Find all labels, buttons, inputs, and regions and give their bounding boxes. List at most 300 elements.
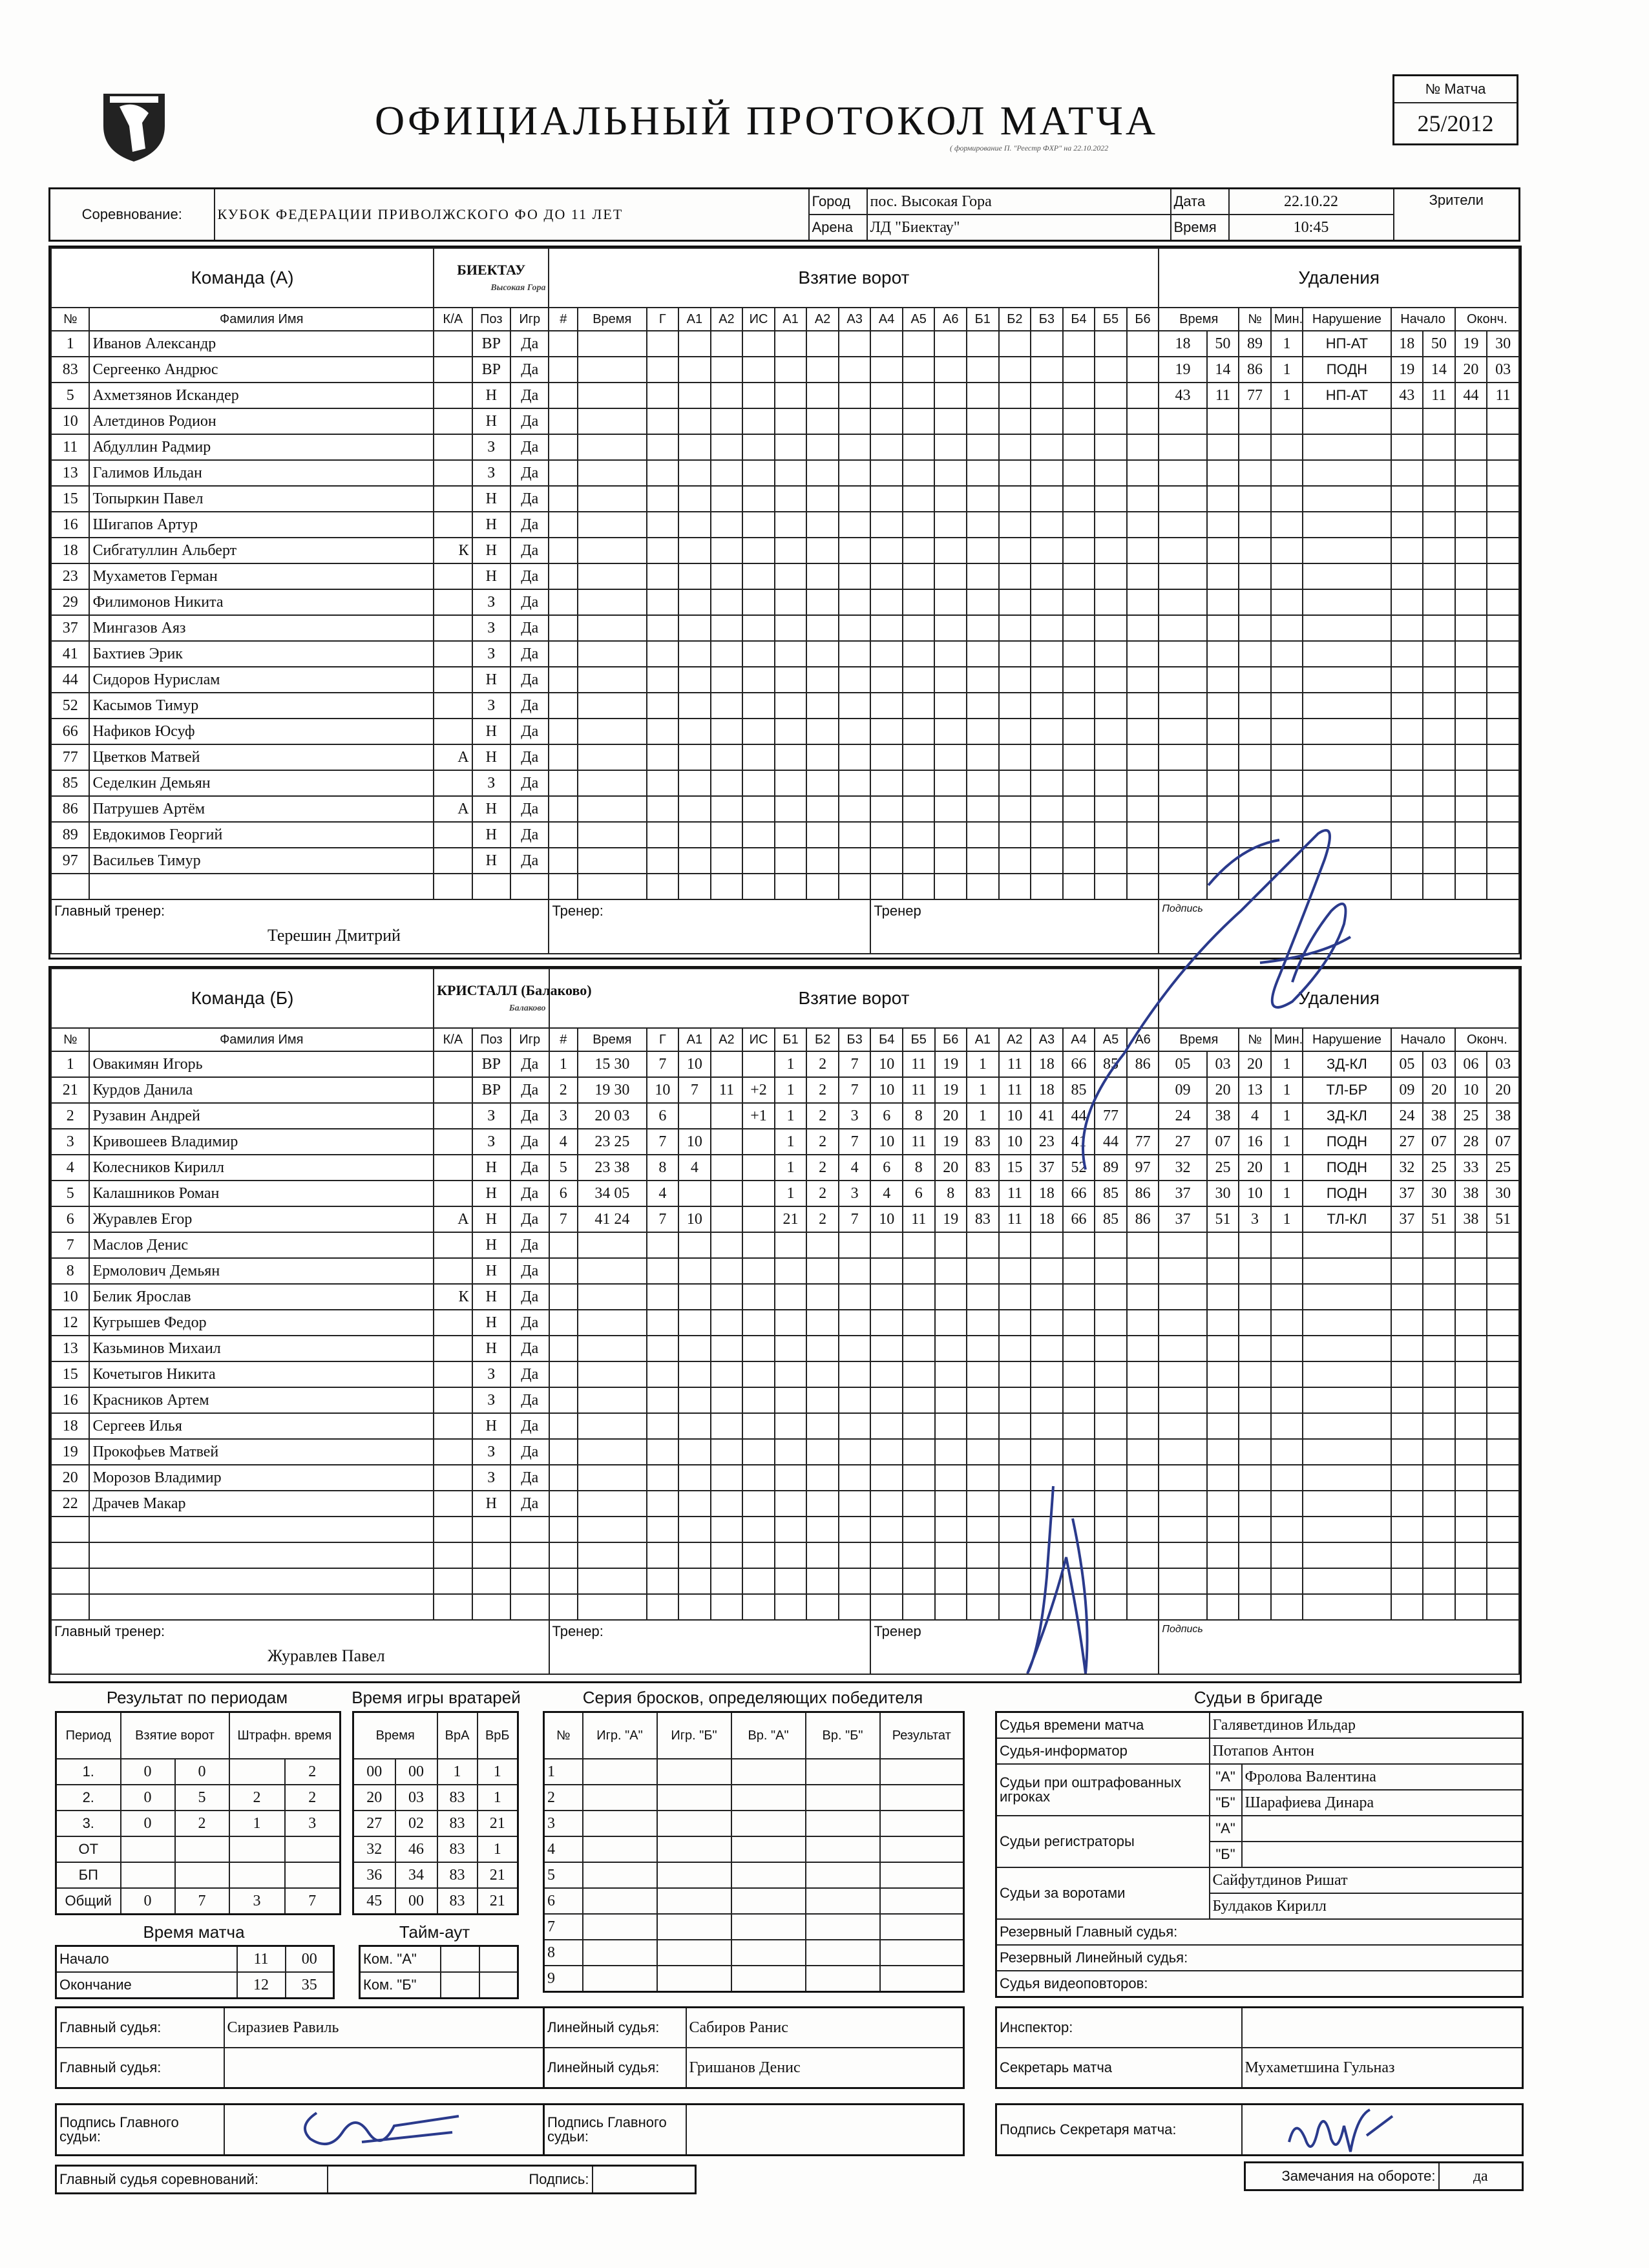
team-b-col-oni-7: А2 bbox=[999, 1028, 1031, 1051]
penalty-start-sec bbox=[1423, 1361, 1455, 1387]
on-ice-own: 3 bbox=[839, 1181, 871, 1206]
on-ice-own bbox=[870, 408, 903, 434]
on-ice-opp bbox=[1127, 331, 1159, 357]
on-ice-own bbox=[934, 434, 967, 460]
penalty-start-sec bbox=[1423, 486, 1455, 512]
on-ice-opp: 66 bbox=[1063, 1206, 1095, 1232]
on-ice-opp bbox=[1127, 1491, 1159, 1517]
penalty-time-sec: 25 bbox=[1207, 1155, 1239, 1181]
player-name: Васильев Тимур bbox=[89, 848, 434, 874]
team-b-col-oni-6: А1 bbox=[967, 1028, 999, 1051]
on-ice-own bbox=[839, 1284, 871, 1310]
player-position bbox=[472, 1517, 510, 1542]
goal-assist-2 bbox=[711, 1336, 743, 1361]
on-ice-opp bbox=[967, 1542, 999, 1568]
goal-assist-1: 10 bbox=[678, 1051, 711, 1077]
notes-value: да bbox=[1439, 2163, 1523, 2190]
on-ice-own bbox=[870, 874, 903, 899]
on-ice-own bbox=[775, 1542, 807, 1568]
player-name: Журавлев Егор bbox=[89, 1206, 434, 1232]
team-a-col-hash: # bbox=[549, 308, 578, 331]
player-name: Мухаметов Герман bbox=[89, 563, 434, 589]
player-played bbox=[510, 1517, 549, 1542]
player-position: ВР bbox=[472, 357, 510, 383]
goal-scorer: 8 bbox=[647, 1155, 679, 1181]
goal-situation bbox=[742, 1310, 775, 1336]
on-ice-opp bbox=[1095, 1439, 1127, 1465]
on-ice-opp bbox=[999, 744, 1031, 770]
team-a-col-pos: Поз bbox=[472, 308, 510, 331]
penalty-start-min bbox=[1391, 744, 1423, 770]
penalty-time-sec: 38 bbox=[1207, 1103, 1239, 1129]
on-ice-own bbox=[839, 460, 871, 486]
goal-scorer: 7 bbox=[647, 1129, 679, 1155]
penalty-end-sec bbox=[1487, 1336, 1519, 1361]
player-number: 29 bbox=[51, 589, 89, 615]
on-ice-opp bbox=[999, 615, 1031, 641]
goal-situation bbox=[742, 331, 775, 357]
on-ice-opp bbox=[967, 1594, 999, 1620]
team-b-col-name: Фамилия Имя bbox=[89, 1028, 434, 1051]
penalty-violation bbox=[1303, 434, 1391, 460]
sig-secretary-label: Подпись Секретаря матча: bbox=[996, 2105, 1242, 2156]
player-position: З bbox=[472, 589, 510, 615]
penalty-player bbox=[1239, 563, 1271, 589]
on-ice-opp bbox=[1031, 770, 1063, 796]
on-ice-opp: 85 bbox=[1095, 1181, 1127, 1206]
on-ice-own bbox=[839, 1491, 871, 1517]
on-ice-opp: 1 bbox=[967, 1051, 999, 1077]
on-ice-opp bbox=[967, 822, 999, 848]
penalty-time-sec bbox=[1207, 667, 1239, 693]
player-number: 86 bbox=[51, 796, 89, 822]
player-number bbox=[51, 1517, 89, 1542]
on-ice-opp bbox=[1063, 667, 1095, 693]
player-played: Да bbox=[510, 357, 549, 383]
period-goals-a bbox=[121, 1862, 175, 1888]
goal-time bbox=[578, 848, 647, 874]
penalty-end-sec: 25 bbox=[1487, 1155, 1519, 1181]
penalty-player: 13 bbox=[1239, 1077, 1271, 1103]
team-a-row bbox=[51, 641, 1519, 667]
on-ice-opp bbox=[999, 1361, 1031, 1387]
timeout-table bbox=[359, 1945, 519, 1999]
on-ice-own bbox=[839, 357, 871, 383]
penalty-minutes bbox=[1271, 1284, 1303, 1310]
on-ice-own bbox=[839, 667, 871, 693]
penalty-end-min bbox=[1455, 1542, 1487, 1568]
team-a-col-is: ИС bbox=[742, 308, 775, 331]
goal-assist-2 bbox=[711, 512, 743, 538]
penalty-a-value: Фролова Валентина bbox=[1242, 1764, 1523, 1790]
goal-assist-1 bbox=[678, 357, 711, 383]
on-ice-opp bbox=[999, 822, 1031, 848]
team-a-col-oni-4: А5 bbox=[903, 308, 935, 331]
on-ice-own bbox=[775, 1284, 807, 1310]
goal-scorer bbox=[647, 1258, 679, 1284]
goal-time bbox=[578, 1568, 647, 1594]
penalty-start-min bbox=[1391, 693, 1423, 719]
on-ice-opp bbox=[1127, 1413, 1159, 1439]
on-ice-own bbox=[903, 1465, 935, 1491]
goal-scorer bbox=[647, 1594, 679, 1620]
team-a-row bbox=[51, 434, 1519, 460]
team-b-row bbox=[51, 1439, 1519, 1465]
goal-assist-1 bbox=[678, 615, 711, 641]
penalty-minutes: 1 bbox=[1271, 1051, 1303, 1077]
penalty-start-min bbox=[1391, 1542, 1423, 1568]
shootout-cell bbox=[806, 1966, 880, 1992]
penalty-start-min bbox=[1391, 1491, 1423, 1517]
goal-assist-2 bbox=[711, 1103, 743, 1129]
player-number: 22 bbox=[51, 1491, 89, 1517]
on-ice-own: 11 bbox=[903, 1206, 935, 1232]
reserve-main-label: Резервный Главный судья: bbox=[996, 1919, 1523, 1945]
on-ice-own bbox=[935, 1517, 967, 1542]
goal-number bbox=[549, 1284, 578, 1310]
on-ice-own bbox=[839, 770, 871, 796]
on-ice-own: 4 bbox=[839, 1155, 871, 1181]
goal-number bbox=[549, 1361, 578, 1387]
goal-assist-2 bbox=[711, 874, 743, 899]
goal-time bbox=[578, 1258, 647, 1284]
on-ice-own bbox=[806, 1465, 839, 1491]
linesman-1: Сабиров Ранис bbox=[686, 2008, 964, 2048]
on-ice-opp: 83 bbox=[967, 1181, 999, 1206]
on-ice-opp bbox=[1095, 589, 1127, 615]
team-a-row bbox=[51, 563, 1519, 589]
shootout-col-2: Игр. "Б" bbox=[657, 1712, 731, 1759]
goal-number bbox=[549, 1594, 578, 1620]
penalty-minutes bbox=[1271, 1387, 1303, 1413]
player-played: Да bbox=[510, 744, 549, 770]
player-played: Да bbox=[510, 848, 549, 874]
goal-number: 5 bbox=[549, 1155, 578, 1181]
penalty-violation bbox=[1303, 1439, 1391, 1465]
on-ice-opp bbox=[1063, 1258, 1095, 1284]
penalty-player bbox=[1239, 486, 1271, 512]
on-ice-opp bbox=[999, 434, 1031, 460]
player-number: 1 bbox=[51, 331, 89, 357]
sig-main2-field bbox=[686, 2105, 964, 2156]
player-name bbox=[89, 874, 434, 899]
on-ice-own bbox=[903, 693, 935, 719]
player-name: Ермолович Демьян bbox=[89, 1258, 434, 1284]
penalty-start-sec bbox=[1423, 822, 1455, 848]
shootout-cell bbox=[583, 1836, 657, 1862]
on-ice-opp bbox=[967, 460, 999, 486]
player-role bbox=[434, 1155, 472, 1181]
penalty-end-sec bbox=[1487, 563, 1519, 589]
goal-time bbox=[578, 1517, 647, 1542]
player-number: 16 bbox=[51, 512, 89, 538]
player-position: З bbox=[472, 1465, 510, 1491]
penalty-player bbox=[1239, 1232, 1271, 1258]
player-position: З bbox=[472, 1361, 510, 1387]
on-ice-opp bbox=[1095, 563, 1127, 589]
penalty-start-min: 32 bbox=[1391, 1155, 1423, 1181]
team-b-col-pos: Поз bbox=[472, 1028, 510, 1051]
goalie-col-time: Время bbox=[353, 1712, 437, 1759]
on-ice-own bbox=[775, 357, 807, 383]
on-ice-opp: 66 bbox=[1063, 1051, 1095, 1077]
player-played: Да bbox=[510, 1284, 549, 1310]
goal-number: 1 bbox=[549, 1051, 578, 1077]
match-time-title: Время матча bbox=[143, 1922, 245, 1942]
on-ice-opp: 23 bbox=[1031, 1129, 1063, 1155]
goal-assist-1 bbox=[678, 1491, 711, 1517]
goal-situation bbox=[742, 589, 775, 615]
penalty-time-sec bbox=[1207, 1413, 1239, 1439]
goal-scorer bbox=[647, 563, 679, 589]
player-played: Да bbox=[510, 796, 549, 822]
shootout-cell bbox=[657, 1940, 731, 1966]
on-ice-opp bbox=[967, 512, 999, 538]
penalty-start-min: 24 bbox=[1391, 1103, 1423, 1129]
on-ice-own bbox=[903, 744, 935, 770]
player-played: Да bbox=[510, 1155, 549, 1181]
periods-col-pim: Штрафн. время bbox=[229, 1712, 341, 1759]
player-played: Да bbox=[510, 1465, 549, 1491]
on-ice-own bbox=[870, 331, 903, 357]
periods-table bbox=[55, 1711, 341, 1915]
timeout-a-sec bbox=[479, 1946, 518, 1973]
goal-number bbox=[549, 1491, 578, 1517]
shootout-cell bbox=[806, 1888, 880, 1914]
penalty-time-min bbox=[1159, 589, 1206, 615]
player-position: Н bbox=[472, 719, 510, 744]
goal-situation bbox=[742, 1232, 775, 1258]
player-name: Шигапов Артур bbox=[89, 512, 434, 538]
penalty-violation bbox=[1303, 1387, 1391, 1413]
player-position: Н bbox=[472, 1155, 510, 1181]
player-name: Галимов Ильдан bbox=[89, 460, 434, 486]
penalty-violation: ТЛ-КЛ bbox=[1303, 1206, 1391, 1232]
penalty-start-min bbox=[1391, 486, 1423, 512]
goal-situation bbox=[742, 667, 775, 693]
on-ice-own bbox=[903, 538, 935, 563]
on-ice-own bbox=[870, 1594, 903, 1620]
goalie-time-min: 20 bbox=[353, 1785, 395, 1811]
on-ice-own: 19 bbox=[935, 1129, 967, 1155]
on-ice-opp bbox=[1095, 408, 1127, 434]
on-ice-own bbox=[839, 486, 871, 512]
on-ice-own bbox=[839, 719, 871, 744]
goal-scorer bbox=[647, 1542, 679, 1568]
player-position bbox=[472, 1594, 510, 1620]
player-role bbox=[434, 434, 472, 460]
on-ice-own bbox=[903, 1594, 935, 1620]
team-a-col-oni-8: Б3 bbox=[1031, 308, 1063, 331]
on-ice-own bbox=[775, 1310, 807, 1336]
shootout-cell bbox=[731, 1836, 806, 1862]
player-role bbox=[434, 1517, 472, 1542]
goal-assist-2 bbox=[711, 1258, 743, 1284]
penalty-end-sec bbox=[1487, 719, 1519, 744]
player-played bbox=[510, 874, 549, 899]
team-a-row bbox=[51, 770, 1519, 796]
on-ice-own bbox=[934, 719, 967, 744]
goal-time bbox=[578, 1465, 647, 1491]
goal-time bbox=[578, 796, 647, 822]
on-ice-own bbox=[934, 744, 967, 770]
penalty-end-min bbox=[1455, 1594, 1487, 1620]
shootout-cell bbox=[731, 1940, 806, 1966]
goal-scorer bbox=[647, 874, 679, 899]
goal-assist-1: 4 bbox=[678, 1155, 711, 1181]
team-a-col-pen-time: Время bbox=[1159, 308, 1239, 331]
city-label: Город bbox=[809, 189, 867, 215]
on-ice-own bbox=[775, 1594, 807, 1620]
period-goals-b: 0 bbox=[175, 1759, 229, 1785]
penalty-time-min: 19 bbox=[1159, 357, 1206, 383]
penalty-end-sec: 11 bbox=[1487, 383, 1519, 408]
on-ice-opp bbox=[967, 408, 999, 434]
penalty-time-min bbox=[1159, 770, 1206, 796]
team-a-row bbox=[51, 693, 1519, 719]
goal-scorer bbox=[647, 357, 679, 383]
goal-situation bbox=[742, 796, 775, 822]
goal-time bbox=[578, 615, 647, 641]
team-a-col-oni-11: Б6 bbox=[1127, 308, 1159, 331]
goal-scorer bbox=[647, 331, 679, 357]
shootout-cell bbox=[806, 1785, 880, 1811]
period-pim-b: 3 bbox=[285, 1811, 341, 1836]
penalty-start-sec bbox=[1423, 434, 1455, 460]
team-a-col-name: Фамилия Имя bbox=[89, 308, 434, 331]
goal-scorer bbox=[647, 1387, 679, 1413]
on-ice-opp bbox=[1031, 1439, 1063, 1465]
penalty-end-min bbox=[1455, 796, 1487, 822]
on-ice-opp bbox=[1063, 1310, 1095, 1336]
goal-assist-1 bbox=[678, 434, 711, 460]
penalty-end-sec bbox=[1487, 1465, 1519, 1491]
penalty-start-sec bbox=[1423, 848, 1455, 874]
player-position: Н bbox=[472, 538, 510, 563]
goal-assist-2 bbox=[711, 1310, 743, 1336]
on-ice-opp bbox=[1095, 641, 1127, 667]
penalty-end-min: 38 bbox=[1455, 1181, 1487, 1206]
team-a-col-play: Игр bbox=[510, 308, 549, 331]
goal-scorer bbox=[647, 744, 679, 770]
on-ice-opp bbox=[1063, 1232, 1095, 1258]
on-ice-own bbox=[870, 744, 903, 770]
player-name: Бахтиев Эрик bbox=[89, 641, 434, 667]
team-a-col-oni-3: А4 bbox=[870, 308, 903, 331]
goal-assist-1 bbox=[678, 693, 711, 719]
player-role bbox=[434, 615, 472, 641]
on-ice-own bbox=[903, 641, 935, 667]
on-ice-own bbox=[775, 1361, 807, 1387]
penalty-start-min bbox=[1391, 1284, 1423, 1310]
penalty-end-sec bbox=[1487, 1594, 1519, 1620]
on-ice-own bbox=[806, 1284, 839, 1310]
on-ice-own bbox=[806, 460, 839, 486]
penalty-end-sec bbox=[1487, 589, 1519, 615]
on-ice-own bbox=[935, 1491, 967, 1517]
penalty-violation bbox=[1303, 693, 1391, 719]
period-name: 1. bbox=[56, 1759, 121, 1785]
on-ice-own bbox=[839, 331, 871, 357]
team-b-signature-label: Подпись bbox=[1159, 1620, 1519, 1674]
goal-time bbox=[578, 1361, 647, 1387]
team-b-row bbox=[51, 1542, 1519, 1568]
on-ice-opp bbox=[1063, 563, 1095, 589]
goal-assist-1 bbox=[678, 563, 711, 589]
goal-time: 23 38 bbox=[578, 1155, 647, 1181]
penalty-minutes bbox=[1271, 667, 1303, 693]
goal-situation bbox=[742, 693, 775, 719]
penalty-end-sec bbox=[1487, 434, 1519, 460]
goal-assist-1 bbox=[678, 874, 711, 899]
penalty-start-min bbox=[1391, 770, 1423, 796]
linesman-2: Гришанов Денис bbox=[686, 2048, 964, 2088]
goal-time bbox=[578, 1594, 647, 1620]
team-b-col-is: ИС bbox=[742, 1028, 775, 1051]
penalty-time-sec bbox=[1207, 1542, 1239, 1568]
on-ice-own bbox=[903, 589, 935, 615]
on-ice-own bbox=[903, 1542, 935, 1568]
on-ice-own bbox=[935, 1387, 967, 1413]
player-name: Иванов Александр bbox=[89, 331, 434, 357]
registrar-a-value bbox=[1242, 1816, 1523, 1842]
arena-value: ЛД "Биектау" bbox=[867, 215, 1171, 241]
player-name: Рузавин Андрей bbox=[89, 1103, 434, 1129]
goal-number bbox=[549, 719, 578, 744]
team-b-col-oni-9: А4 bbox=[1063, 1028, 1095, 1051]
team-b-row bbox=[51, 1568, 1519, 1594]
penalty-time-min bbox=[1159, 512, 1206, 538]
player-played: Да bbox=[510, 1439, 549, 1465]
penalty-time-sec: 11 bbox=[1207, 383, 1239, 408]
on-ice-opp bbox=[999, 357, 1031, 383]
team-a-col-a2: А2 bbox=[711, 308, 743, 331]
on-ice-opp bbox=[1127, 667, 1159, 693]
penalty-time-sec bbox=[1207, 460, 1239, 486]
on-ice-own bbox=[806, 874, 839, 899]
on-ice-opp bbox=[1063, 770, 1095, 796]
goalie-time-sec: 46 bbox=[395, 1836, 437, 1862]
team-a-coach2-label: Тренер bbox=[870, 899, 1159, 954]
goal-assist-1 bbox=[678, 1387, 711, 1413]
goal-assist-1 bbox=[678, 667, 711, 693]
shootout-number: 8 bbox=[544, 1940, 583, 1966]
player-number: 85 bbox=[51, 770, 89, 796]
player-played: Да bbox=[510, 1310, 549, 1336]
on-ice-opp bbox=[1127, 1361, 1159, 1387]
penalty-start-sec bbox=[1423, 1232, 1455, 1258]
goal-assist-2 bbox=[711, 1206, 743, 1232]
on-ice-own bbox=[903, 1439, 935, 1465]
team-a-row bbox=[51, 719, 1519, 744]
goal-assist-1 bbox=[678, 848, 711, 874]
on-ice-own bbox=[839, 589, 871, 615]
periods-row bbox=[56, 1785, 341, 1811]
on-ice-own bbox=[839, 1310, 871, 1336]
page-title: ОФИЦИАЛЬНЫЙ ПРОТОКОЛ МАТЧА bbox=[375, 98, 1159, 143]
penalty-start-min bbox=[1391, 615, 1423, 641]
penalty-end-min bbox=[1455, 693, 1487, 719]
on-ice-own bbox=[806, 1310, 839, 1336]
shootout-cell bbox=[583, 1940, 657, 1966]
on-ice-own: 1 bbox=[775, 1051, 807, 1077]
goalie-row bbox=[353, 1862, 518, 1888]
penalty-time-sec bbox=[1207, 770, 1239, 796]
penalty-player bbox=[1239, 408, 1271, 434]
on-ice-own bbox=[806, 1594, 839, 1620]
goal-assist-1 bbox=[678, 460, 711, 486]
player-position: З bbox=[472, 460, 510, 486]
